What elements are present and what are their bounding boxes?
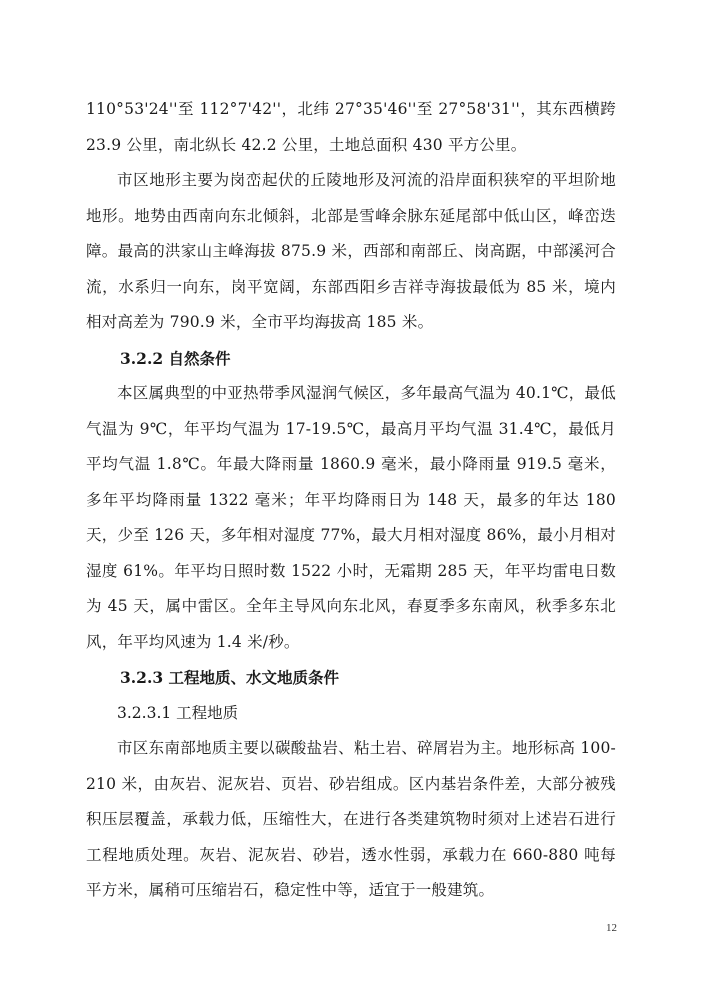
- paragraph-coordinates: 110°53'24''至 112°7'42''，北纬 27°35'46''至 27°58'31''，其东西横跨 23.9 公里，南北纵长 42.2 公里，土地总面积 430 平方公里。: [86, 100, 616, 154]
- section-heading-geology-conditions: 3.2.3 工程地质、水文地质条件: [120, 668, 340, 687]
- paragraph-terrain: 市区地形主要为岗峦起伏的丘陵地形及河流的沿岸面积狭窄的平坦阶地地形。地势由西南向东北倾斜，北部是雪峰余脉东延尾部中低山区，峰峦迭障。最高的洪家山主峰海拔 875.9 米，西部和南部丘、岗高踞，中部溪河合流，水系归一向东，岗平宽阔，东部西阳乡吉祥寺海拔最低为 85 米，境内相对高差为 790.9 米，全市平均海拔高 185 米。: [86, 171, 616, 331]
- paragraph-climate: 本区属典型的中亚热带季风湿润气候区，多年最高气温为 40.1℃，最低气温为 9℃，年平均气温为 17-19.5℃，最高月平均气温 31.4℃，最低月平均气温 1.8℃。年最大降雨量 1860.9 毫米，最小降雨量 919.5 毫米，多年平均降雨量 1322 毫米；年平均降雨日为 148 天，最多的年达 180 天，少至 126 天，多年相对湿度 77%，最大月相对湿度 86%，最小月相对湿度 61%。年平均日照时数 1522 小时，无霜期 285 天，年平均雷电日数为 45 天，属中雷区。全年主导风向东北风，春夏季多东南风，秋季多东北风，年平均风速为 1.4 米/秒。: [86, 384, 616, 651]
- subsection-heading-engineering-geology: 3.2.3.1 工程地质: [117, 703, 239, 722]
- paragraph-geology: 市区东南部地质主要以碳酸盐岩、粘土岩、碎屑岩为主。地形标高 100-210 米，由灰岩、泥灰岩、页岩、砂岩组成。区内基岩条件差，大部分被残积压层覆盖，承载力低，压缩性大，在进行各类建筑物时须对上述岩石进行工程地质处理。灰岩、泥灰岩、砂岩，透水性弱，承载力在 660-880 吨每平方米，属稍可压缩岩石，稳定性中等，适宜于一般建筑。: [86, 739, 616, 899]
- page-number: 12: [606, 922, 617, 934]
- section-heading-natural-conditions: 3.2.2 自然条件: [120, 348, 231, 368]
- document-body: [86, 92, 616, 909]
